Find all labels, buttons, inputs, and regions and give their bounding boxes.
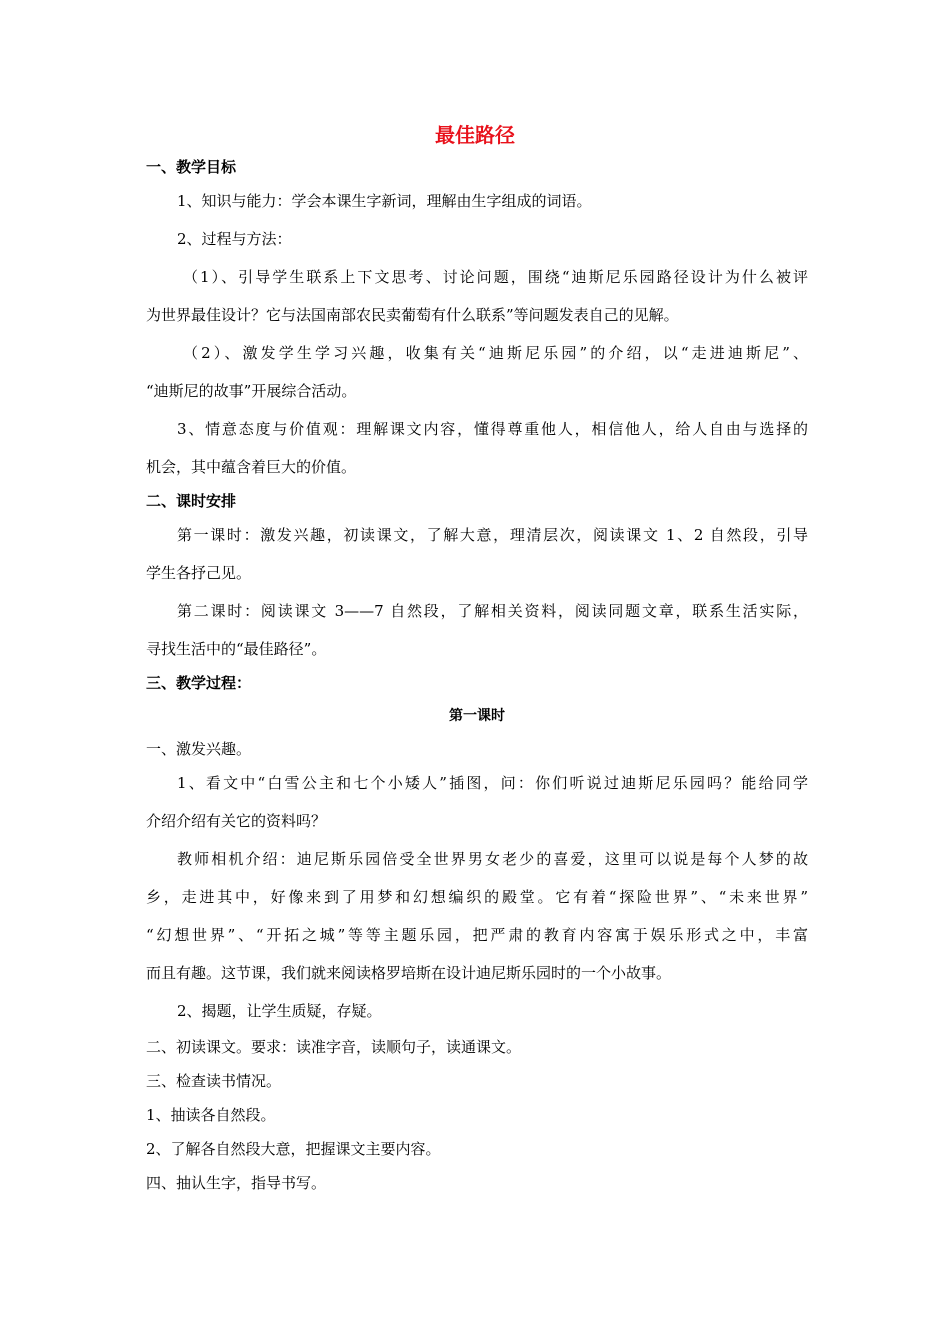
section-heading-objectives: 一、教学目标: [146, 158, 237, 176]
process-point-1-line-2: 为世界最佳设计？它与法国南部农民卖葡萄有什么联系”等问题发表自己的见解。: [146, 306, 679, 324]
step-2: 二、初读课文。要求：读准字音，读顺句子，读通课文。: [146, 1038, 522, 1056]
teacher-intro-line-4: 而且有趣。这节课，我们就来阅读格罗培斯在设计迪尼斯乐园时的一个小故事。: [146, 964, 672, 982]
objective-attitude-line-1: 3、情意态度与价值观：理解课文内容，懂得尊重他人，相信他人，给人自由与选择的: [177, 420, 808, 438]
process-point-2-line-1: （2）、激发学生学习兴趣，收集有关“迪斯尼乐园”的介绍，以“走进迪斯尼”、: [183, 344, 808, 362]
lesson-2-line-2: 寻找生活中的“最佳路径”。: [146, 640, 327, 658]
step-1-item-1-line-1: 1、看文中“白雪公主和七个小矮人”插图，问：你们听说过迪斯尼乐园吗？能给同学: [177, 774, 808, 792]
step-3-item-1: 1、抽读各自然段。: [146, 1106, 276, 1124]
document-body: [146, 152, 808, 1200]
section-heading-process: 三、教学过程：: [146, 674, 252, 692]
step-1: 一、激发兴趣。: [146, 740, 252, 758]
step-1-item-1-line-2: 介绍介绍有关它的资料吗？: [146, 812, 327, 830]
step-1-item-2: 2、揭题，让学生质疑，存疑。: [177, 1002, 382, 1020]
lesson-2-line-1: 第二课时：阅读课文 3——7 自然段，了解相关资料，阅读同题文章，联系生活实际，: [177, 602, 808, 620]
objective-process: 2、过程与方法：: [177, 230, 292, 248]
step-3-item-2: 2、了解各自然段大意，把握课文主要内容。: [146, 1140, 441, 1158]
lesson-subheading: 第一课时: [449, 708, 505, 724]
section-heading-schedule: 二、课时安排: [146, 492, 237, 510]
teacher-intro-line-3: “幻想世界”、“开拓之城”等等主题乐园，把严肃的教育内容寓于娱乐形式之中，丰富: [146, 926, 808, 944]
lesson-1-line-2: 学生各抒己见。: [146, 564, 252, 582]
lesson-1-line-1: 第一课时：激发兴趣，初读课文，了解大意，理清层次，阅读课文 1、2 自然段，引导: [177, 526, 808, 544]
process-point-1-line-1: （1）、引导学生联系上下文思考、讨论问题，围绕“迪斯尼乐园路径设计为什么被评: [183, 268, 808, 286]
step-3: 三、检查读书情况。: [146, 1072, 282, 1090]
teacher-intro-line-2: 乡，走进其中，好像来到了用梦和幻想编织的殿堂。它有着“探险世界”、“未来世界”: [146, 888, 808, 906]
teacher-intro-line-1: 教师相机介绍：迪尼斯乐园倍受全世界男女老少的喜爱，这里可以说是每个人梦的故: [177, 850, 808, 868]
step-4: 四、抽认生字，指导书写。: [146, 1174, 327, 1192]
objective-attitude-line-2: 机会，其中蕴含着巨大的价值。: [146, 458, 357, 476]
process-point-2-line-2: “迪斯尼的故事”开展综合活动。: [146, 382, 357, 400]
document-title: 最佳路径: [435, 123, 515, 147]
objective-knowledge: 1、知识与能力：学会本课生字新词，理解由生字组成的词语。: [177, 192, 592, 210]
